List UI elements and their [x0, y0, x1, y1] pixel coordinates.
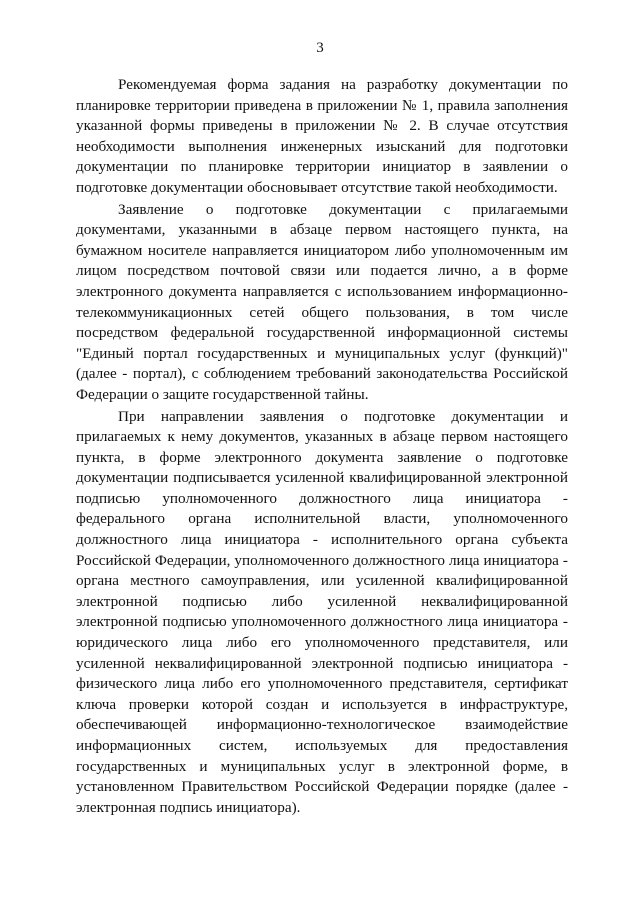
page-number: 3 — [316, 40, 324, 56]
document-body — [76, 75, 568, 818]
paragraph-task-form: Рекомендуемая форма задания на разработку документации по планировке территории приведена в приложении № 1, правила заполнения указанной формы приведены в приложении № 2. В случае отсутствия необходимости выполнения инженерных изысканий для подготовки документации по планировке территории инициатор в заявлении о подготовке документации обосновывает отсутствие такой необходимости. — [76, 76, 568, 196]
paragraph-electronic-signature: При направлении заявления о подготовке документации и прилагаемых к нему документов, указанных в абзаце первом настоящего пункта, в форме электронного документа заявление о подготовке документации подписывается усиленной квалифицированной электронной подписью уполномоченного должностного лица инициатора - федерального органа исполнительной власти, уполномоченного должностного лица инициатора - исполнительного органа субъекта Российской Федерации, уполномоченного должностного лица инициатора - органа местного самоуправления, или усиленной квалифицированной электронной подписью либо усиленной неквалифицированной электронной подписью уполномоченного должностного лица инициатора - юридического лица либо его уполномоченного представителя, или усиленной неквалифицированной электронной подписью инициатора - физического лица либо его уполномоченного представителя, сертификат ключа проверки которой создан и используется в инфраструктуре, обеспечивающей информационно-технологическое взаимодействие информационных систем, используемых для предоставления государственных и муниципальных услуг в электронной форме, в установленном Правительством Российской Федерации порядке (далее - электронная подпись инициатора). — [76, 407, 568, 816]
paragraph-application-submission: Заявление о подготовке документации с прилагаемыми документами, указанными в абзаце первом настоящего пункта, на бумажном носителе направляется инициатором либо уполномоченным им лицом посредством почтовой связи или подается лично, а в форме электронного документа направляется с использованием информационно-телекоммуникационных сетей общего пользования, в том числе посредством федеральной государственной информационной системы "Единый портал государственных и муниципальных услуг (функций)" (далее - портал), с соблюдением требований законодательства Российской Федерации о защите государственной тайны. — [76, 200, 568, 403]
